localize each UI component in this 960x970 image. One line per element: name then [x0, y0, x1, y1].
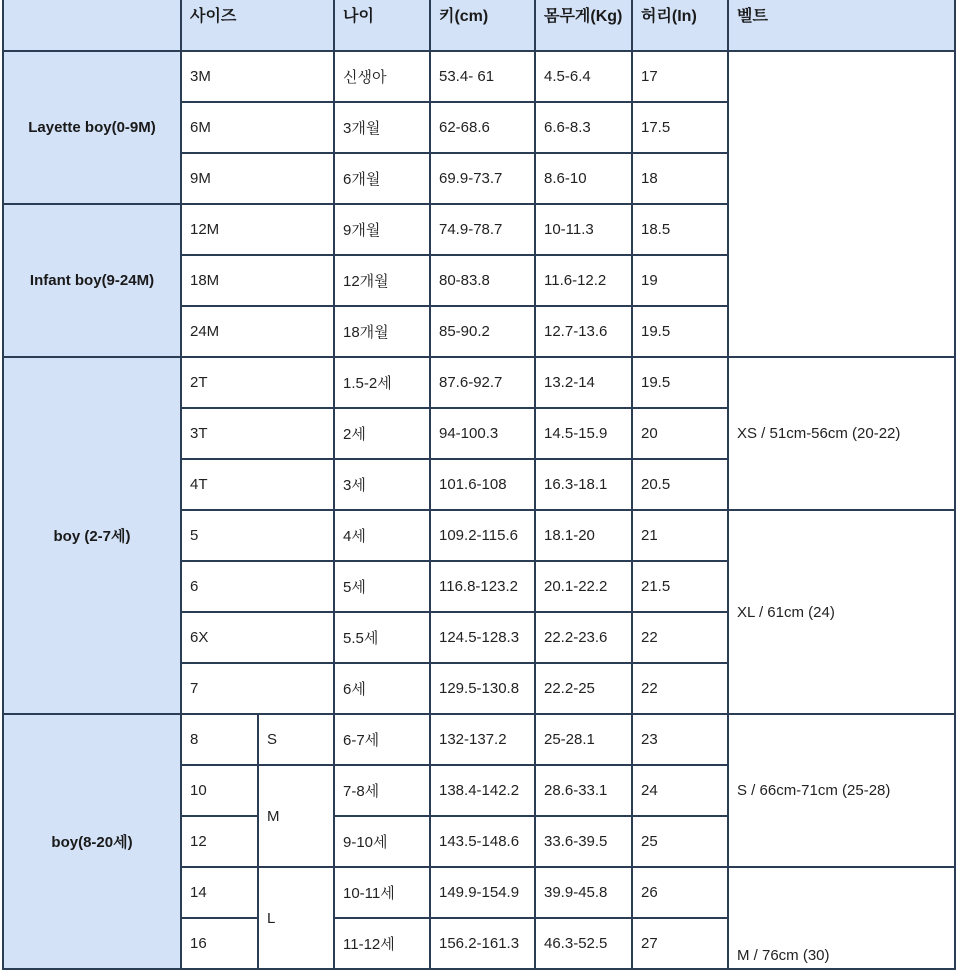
weight-cell: 46.3-52.5 [535, 918, 632, 969]
belt-cell-empty [728, 51, 955, 357]
age-cell: 3세 [334, 459, 430, 510]
waist-cell: 22 [632, 612, 728, 663]
group-label-infant: Infant boy(9-24M) [3, 204, 181, 357]
height-cell: 109.2-115.6 [430, 510, 535, 561]
header-age: 나이 [334, 0, 430, 51]
height-cell: 62-68.6 [430, 102, 535, 153]
height-cell: 87.6-92.7 [430, 357, 535, 408]
table-row [3, 51, 955, 102]
age-cell: 5세 [334, 561, 430, 612]
size-cell: 3M [181, 51, 334, 102]
weight-cell: 28.6-33.1 [535, 765, 632, 816]
height-cell: 124.5-128.3 [430, 612, 535, 663]
size-cell: 7 [181, 663, 334, 714]
size-cell: 14 [181, 867, 258, 918]
size-cell: 16 [181, 918, 258, 969]
size-cell: 9M [181, 153, 334, 204]
weight-cell: 12.7-13.6 [535, 306, 632, 357]
letter-size-l: L [258, 867, 334, 969]
size-cell: 6X [181, 612, 334, 663]
waist-cell: 25 [632, 816, 728, 867]
header-belt: 벨트 [728, 0, 955, 51]
height-cell: 156.2-161.3 [430, 918, 535, 969]
waist-cell: 27 [632, 918, 728, 969]
weight-cell: 33.6-39.5 [535, 816, 632, 867]
waist-cell: 19.5 [632, 357, 728, 408]
age-cell: 1.5-2세 [334, 357, 430, 408]
height-cell: 69.9-73.7 [430, 153, 535, 204]
height-cell: 53.4- 61 [430, 51, 535, 102]
waist-cell: 21.5 [632, 561, 728, 612]
waist-cell: 24 [632, 765, 728, 816]
height-cell: 85-90.2 [430, 306, 535, 357]
waist-cell: 17.5 [632, 102, 728, 153]
age-cell: 6세 [334, 663, 430, 714]
letter-size-s: S [258, 714, 334, 765]
weight-cell: 16.3-18.1 [535, 459, 632, 510]
header-size: 사이즈 [181, 0, 334, 51]
group-label-layette: Layette boy(0-9M) [3, 51, 181, 204]
header-height: 키(cm) [430, 0, 535, 51]
waist-cell: 22 [632, 663, 728, 714]
size-cell: 5 [181, 510, 334, 561]
weight-cell: 8.6-10 [535, 153, 632, 204]
boys-size-chart-table [2, 0, 956, 970]
age-cell: 6-7세 [334, 714, 430, 765]
weight-cell: 11.6-12.2 [535, 255, 632, 306]
size-cell: 6 [181, 561, 334, 612]
waist-cell: 18 [632, 153, 728, 204]
age-cell: 12개월 [334, 255, 430, 306]
waist-cell: 23 [632, 714, 728, 765]
height-cell: 132-137.2 [430, 714, 535, 765]
group-label-boy-2-7: boy (2-7세) [3, 357, 181, 714]
height-cell: 94-100.3 [430, 408, 535, 459]
height-cell: 138.4-142.2 [430, 765, 535, 816]
weight-cell: 4.5-6.4 [535, 51, 632, 102]
size-cell: 2T [181, 357, 334, 408]
height-cell: 149.9-154.9 [430, 867, 535, 918]
size-cell: 8 [181, 714, 258, 765]
age-cell: 9-10세 [334, 816, 430, 867]
header-group-cell [3, 0, 181, 51]
waist-cell: 19.5 [632, 306, 728, 357]
size-cell: 3T [181, 408, 334, 459]
height-cell: 116.8-123.2 [430, 561, 535, 612]
table-row [3, 714, 955, 765]
age-cell: 9개월 [334, 204, 430, 255]
waist-cell: 20.5 [632, 459, 728, 510]
weight-cell: 13.2-14 [535, 357, 632, 408]
size-cell: 18M [181, 255, 334, 306]
age-cell: 4세 [334, 510, 430, 561]
age-cell: 18개월 [334, 306, 430, 357]
group-label-boy-8-20: boy(8-20세) [3, 714, 181, 969]
age-cell: 11-12세 [334, 918, 430, 969]
belt-cell-m: M / 76cm (30) [728, 867, 955, 969]
waist-cell: 19 [632, 255, 728, 306]
waist-cell: 20 [632, 408, 728, 459]
age-cell: 6개월 [334, 153, 430, 204]
waist-cell: 21 [632, 510, 728, 561]
weight-cell: 20.1-22.2 [535, 561, 632, 612]
waist-cell: 18.5 [632, 204, 728, 255]
height-cell: 80-83.8 [430, 255, 535, 306]
size-cell: 6M [181, 102, 334, 153]
weight-cell: 25-28.1 [535, 714, 632, 765]
table-row [3, 357, 955, 408]
size-cell: 10 [181, 765, 258, 816]
header-waist: 허리(In) [632, 0, 728, 51]
weight-cell: 22.2-25 [535, 663, 632, 714]
belt-cell-s: S / 66cm-71cm (25-28) [728, 714, 955, 867]
weight-cell: 6.6-8.3 [535, 102, 632, 153]
age-cell: 5.5세 [334, 612, 430, 663]
belt-cell-xl: XL / 61cm (24) [728, 510, 955, 714]
header-weight: 몸무게(Kg) [535, 0, 632, 51]
height-cell: 101.6-108 [430, 459, 535, 510]
waist-cell: 26 [632, 867, 728, 918]
waist-cell: 17 [632, 51, 728, 102]
size-cell: 4T [181, 459, 334, 510]
weight-cell: 22.2-23.6 [535, 612, 632, 663]
size-cell: 24M [181, 306, 334, 357]
weight-cell: 18.1-20 [535, 510, 632, 561]
height-cell: 74.9-78.7 [430, 204, 535, 255]
age-cell: 3개월 [334, 102, 430, 153]
size-cell: 12 [181, 816, 258, 867]
weight-cell: 14.5-15.9 [535, 408, 632, 459]
height-cell: 129.5-130.8 [430, 663, 535, 714]
age-cell: 10-11세 [334, 867, 430, 918]
age-cell: 2세 [334, 408, 430, 459]
size-cell: 12M [181, 204, 334, 255]
belt-cell-xs: XS / 51cm-56cm (20-22) [728, 357, 955, 510]
height-cell: 143.5-148.6 [430, 816, 535, 867]
weight-cell: 39.9-45.8 [535, 867, 632, 918]
weight-cell: 10-11.3 [535, 204, 632, 255]
header-row [3, 0, 955, 51]
letter-size-m: M [258, 765, 334, 867]
age-cell: 7-8세 [334, 765, 430, 816]
age-cell: 신생아 [334, 51, 430, 102]
